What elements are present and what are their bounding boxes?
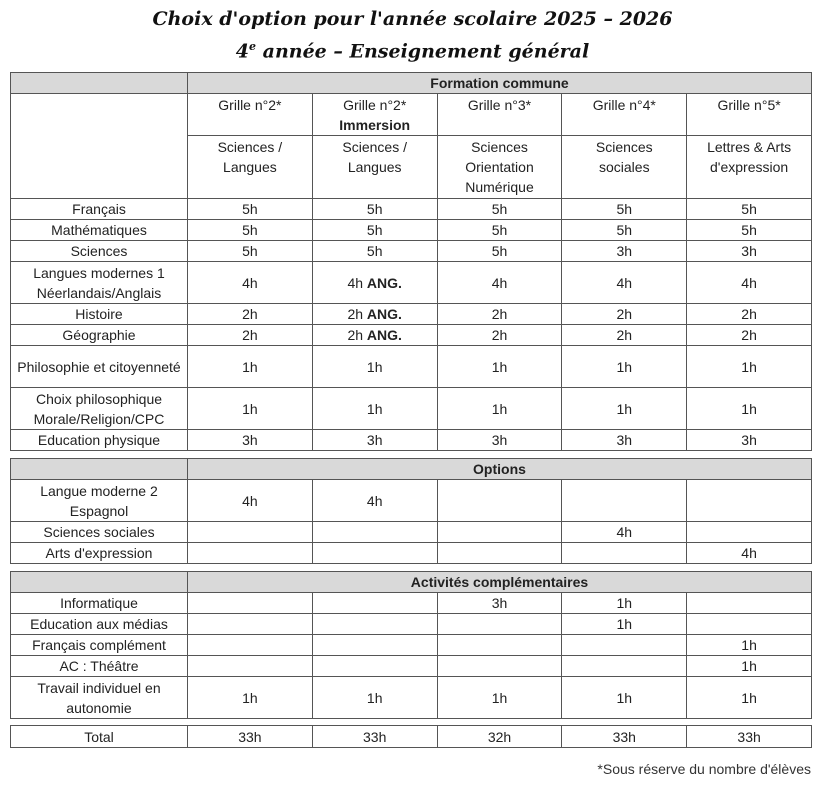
row-label: Langue moderne 2 Espagnol	[11, 480, 188, 522]
hours-cell	[437, 480, 562, 522]
hours-cell	[437, 614, 562, 635]
corner-cell	[11, 459, 188, 480]
hours-cell: 5h	[312, 220, 437, 241]
table-row	[11, 199, 812, 220]
row-label: Mathématiques	[11, 220, 188, 241]
hours-cell: 2h ANG.	[312, 325, 437, 346]
row-label: Philosophie et citoyenneté	[11, 346, 188, 388]
grille-header-3	[437, 94, 562, 136]
hours-cell: 1h	[188, 346, 313, 388]
hours-cell	[312, 614, 437, 635]
hours-cell	[437, 543, 562, 564]
hours-cell: 1h	[562, 614, 687, 635]
hours-cell	[437, 656, 562, 677]
empty-label-cell	[11, 94, 188, 199]
hours-cell: 3h	[188, 430, 313, 451]
hours-cell: 2h	[188, 304, 313, 325]
hours-cell: 1h	[312, 677, 437, 719]
row-label: Education aux médias	[11, 614, 188, 635]
hours-cell: 5h	[312, 241, 437, 262]
hours-cell: 4h	[687, 262, 812, 304]
row-label: Langues modernes 1 Néerlandais/Anglais	[11, 262, 188, 304]
section-header-activites: Activités complémentaires	[188, 572, 812, 593]
grille-description-2	[312, 136, 437, 199]
hours-cell	[312, 522, 437, 543]
grille-name: Grille n°4*	[592, 97, 656, 113]
hours-cell: 4h ANG.	[312, 262, 437, 304]
hours-cell: 3h	[437, 593, 562, 614]
footnote: *Sous réserve du nombre d'élèves	[597, 761, 811, 777]
hours-cell: 33h	[562, 726, 687, 748]
hours-cell	[188, 656, 313, 677]
hours-cell	[687, 480, 812, 522]
table-row	[11, 677, 812, 719]
grille-description-line: Orientation	[465, 159, 534, 175]
hours-cell	[312, 593, 437, 614]
grille-header-1	[188, 94, 313, 136]
hours-cell	[687, 522, 812, 543]
row-label: Histoire	[11, 304, 188, 325]
table-row	[11, 614, 812, 635]
hours-cell: 1h	[188, 677, 313, 719]
grille-subtitle: Immersion	[339, 117, 411, 133]
hours-cell: 3h	[437, 430, 562, 451]
table-row	[11, 726, 812, 748]
hours-cell: 5h	[437, 241, 562, 262]
table-row	[11, 346, 812, 388]
hours-cell	[312, 635, 437, 656]
grille-name: Grille n°2*	[218, 97, 282, 113]
row-label: Arts d'expression	[11, 543, 188, 564]
grille-description-line: Sciences	[471, 139, 528, 155]
hours-cell	[312, 656, 437, 677]
row-label: Choix philosophique Morale/Religion/CPC	[11, 388, 188, 430]
hours-cell: 1h	[188, 388, 313, 430]
hours-cell: 2h	[687, 304, 812, 325]
row-label: Travail individuel en autonomie	[11, 677, 188, 719]
grille-description-line: Lettres & Arts	[707, 139, 792, 155]
hours-cell: 33h	[188, 726, 313, 748]
activites-table	[10, 571, 812, 719]
grille-description-line: sociales	[598, 159, 650, 175]
row-label: Français complément	[11, 635, 188, 656]
hours-cell	[437, 522, 562, 543]
hours-cell	[562, 543, 687, 564]
grille-name: Grille n°3*	[467, 97, 532, 113]
table-row	[11, 593, 812, 614]
hours-cell: 1h	[687, 635, 812, 656]
row-label: Total	[11, 726, 188, 748]
hours-cell: 5h	[437, 220, 562, 241]
hours-cell: 1h	[312, 346, 437, 388]
table-row	[11, 522, 812, 543]
table-row	[11, 325, 812, 346]
table-row	[11, 635, 812, 656]
grille-description-line: Sciences /	[342, 139, 407, 155]
grille-description-1	[188, 136, 313, 199]
hours-cell	[562, 635, 687, 656]
table-row	[11, 262, 812, 304]
table-row	[11, 480, 812, 522]
hours-cell: 5h	[687, 199, 812, 220]
hours-cell: 33h	[312, 726, 437, 748]
section-header-formation: Formation commune	[188, 73, 812, 94]
hours-cell: 5h	[562, 199, 687, 220]
hours-cell	[687, 614, 812, 635]
hours-cell: 1h	[687, 388, 812, 430]
hours-cell: 3h	[562, 430, 687, 451]
hours-cell: 1h	[687, 346, 812, 388]
grille-header-4	[562, 94, 687, 136]
row-label: Géographie	[11, 325, 188, 346]
row-label: Sciences sociales	[11, 522, 188, 543]
grille-description-4	[562, 136, 687, 199]
hours-cell: 4h	[188, 262, 313, 304]
hours-cell: 33h	[687, 726, 812, 748]
total-table	[10, 725, 812, 748]
hours-cell: 3h	[312, 430, 437, 451]
hours-cell: 2h ANG.	[312, 304, 437, 325]
hours-cell	[312, 543, 437, 564]
hours-cell: 5h	[312, 199, 437, 220]
hours-cell: 1h	[437, 346, 562, 388]
table-row	[11, 241, 812, 262]
hours-cell: 4h	[562, 522, 687, 543]
row-label: AC : Théâtre	[11, 656, 188, 677]
year-suffix: e	[249, 40, 257, 53]
hours-cell: 5h	[562, 220, 687, 241]
hours-cell: 3h	[562, 241, 687, 262]
hours-cell: 5h	[188, 220, 313, 241]
formation-table	[10, 72, 812, 451]
grille-description-line: Langues	[223, 159, 277, 175]
hours-cell: 4h	[188, 480, 313, 522]
table-row	[11, 430, 812, 451]
hours-cell: 2h	[562, 304, 687, 325]
hours-cell	[437, 635, 562, 656]
table-row	[11, 656, 812, 677]
hours-cell: 5h	[188, 199, 313, 220]
hours-cell: 4h	[437, 262, 562, 304]
hours-cell: 1h	[562, 346, 687, 388]
hours-cell	[188, 614, 313, 635]
hours-cell: 3h	[687, 241, 812, 262]
options-table	[10, 458, 812, 564]
hours-cell: 1h	[437, 388, 562, 430]
hours-cell: 1h	[312, 388, 437, 430]
table-row	[11, 220, 812, 241]
hours-cell: 1h	[562, 593, 687, 614]
hours-cell	[562, 480, 687, 522]
row-label: Sciences	[11, 241, 188, 262]
grille-name: Grille n°2*	[343, 97, 407, 113]
hours-cell: 1h	[562, 677, 687, 719]
hours-cell: 4h	[562, 262, 687, 304]
hours-cell	[188, 543, 313, 564]
hours-cell: 2h	[562, 325, 687, 346]
corner-cell	[11, 572, 188, 593]
hours-cell: 3h	[687, 430, 812, 451]
hours-cell: 4h	[687, 543, 812, 564]
hours-cell: 2h	[437, 304, 562, 325]
grille-description-3	[437, 136, 562, 199]
hours-cell	[562, 656, 687, 677]
grille-description-line: Sciences	[595, 139, 653, 155]
row-label: Education physique	[11, 430, 188, 451]
table-row	[11, 388, 812, 430]
row-label: Informatique	[11, 593, 188, 614]
table-row	[11, 304, 812, 325]
hours-cell	[188, 522, 313, 543]
grille-description-line: d'expression	[710, 159, 789, 175]
hours-cell: 32h	[437, 726, 562, 748]
row-label: Français	[11, 199, 188, 220]
year-number: 4	[235, 40, 250, 63]
corner-cell	[11, 73, 188, 94]
grille-description-line: Numérique	[465, 179, 534, 195]
page-subtitle	[0, 40, 825, 62]
hours-cell: 5h	[188, 241, 313, 262]
hours-cell: 2h	[437, 325, 562, 346]
hours-cell: 5h	[437, 199, 562, 220]
hours-cell: 2h	[687, 325, 812, 346]
grille-description-line: Sciences /	[217, 139, 283, 155]
hours-cell	[687, 593, 812, 614]
hours-cell	[188, 635, 313, 656]
hours-cell: 1h	[687, 677, 812, 719]
section-header-options: Options	[188, 459, 812, 480]
hours-cell: 2h	[188, 325, 313, 346]
hours-cell: 5h	[687, 220, 812, 241]
subtitle-text: année – Enseignement général	[256, 40, 590, 63]
hours-cell: 1h	[437, 677, 562, 719]
grille-header-5	[687, 94, 812, 136]
grille-description-line: Langues	[347, 159, 402, 175]
grille-header-2	[312, 94, 437, 136]
hours-cell: 1h	[562, 388, 687, 430]
hours-cell: 4h	[312, 480, 437, 522]
hours-cell	[188, 593, 313, 614]
grille-description-5	[687, 136, 812, 199]
table-row	[11, 543, 812, 564]
page-title: Choix d'option pour l'année scolaire 2025 – 2026	[152, 8, 673, 30]
grille-name: Grille n°5*	[717, 97, 781, 113]
hours-cell: 1h	[687, 656, 812, 677]
